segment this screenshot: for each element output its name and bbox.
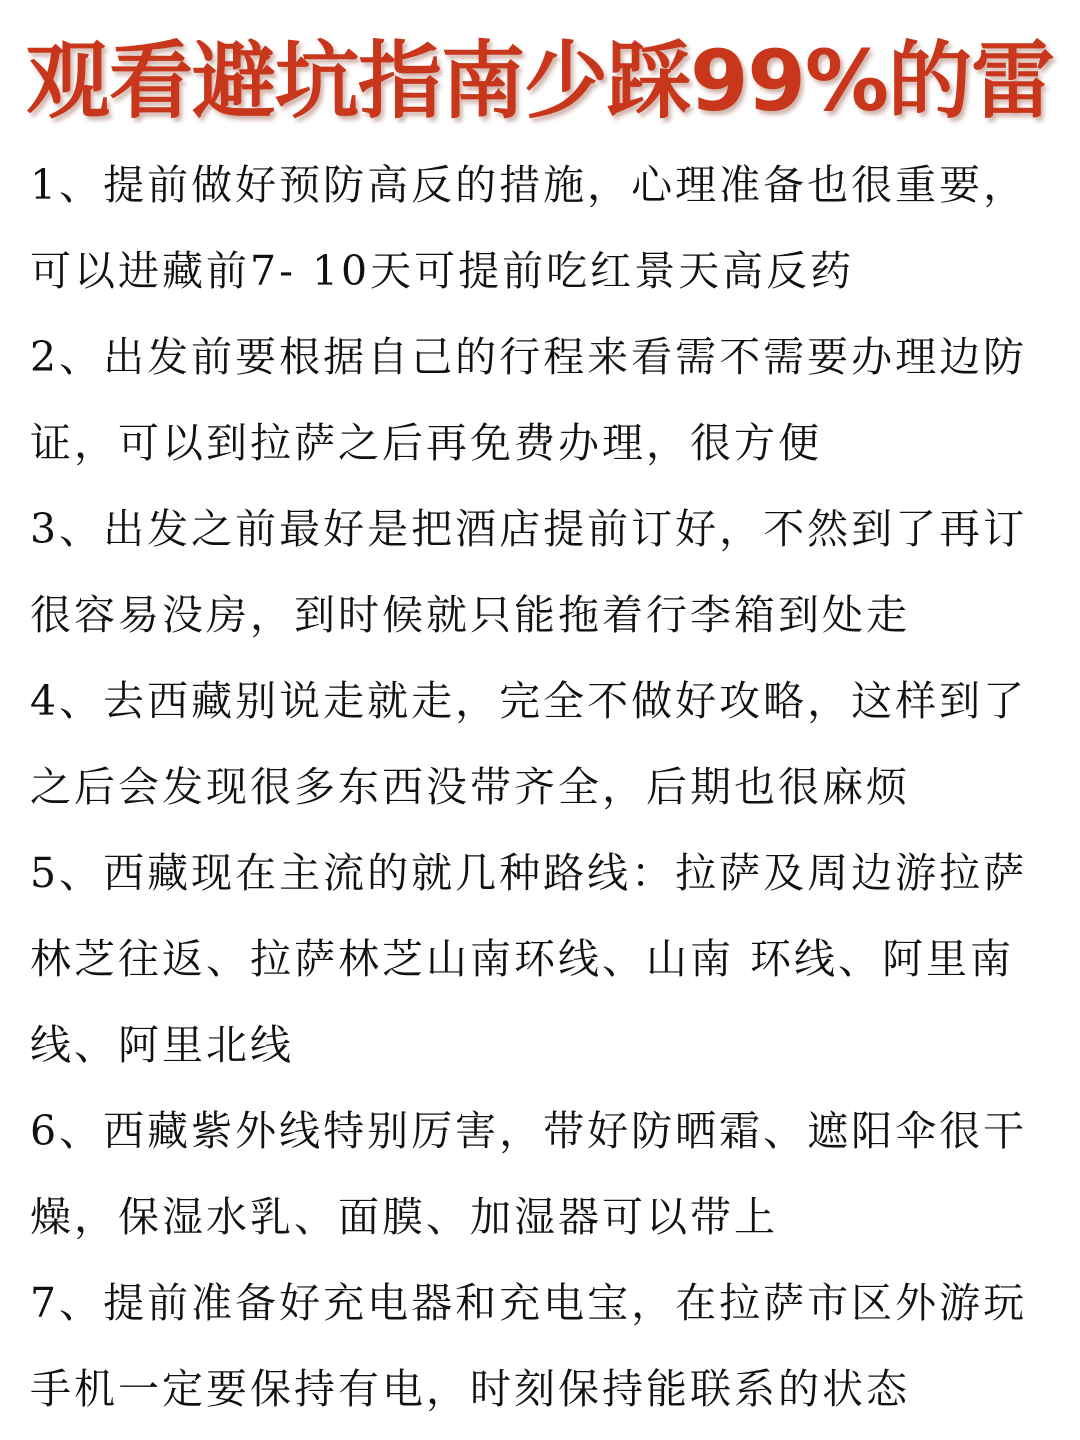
tip-item-7: 7、提前准备好充电器和充电宝，在拉萨市区外游玩手机一定要保持有电，时刻保持能联系的状态 [30, 1279, 1028, 1413]
tip-item-4: 4、去西藏别说走就走，完全不做好攻略，这样到了之后会发现很多东西没带齐全，后期也很麻烦 [30, 677, 1028, 811]
page-title: 观看避坑指南少踩99%的雷 [25, 32, 1055, 130]
tip-item-3: 3、出发之前最好是把酒店提前订好，不然到了再订很容易没房，到时候就只能拖着行李箱到处走 [30, 505, 1028, 639]
tip-item-1: 1、提前做好预防高反的措施，心理准备也很重要，可以进藏前7- 10天可提前吃红景天高反药 [30, 161, 1028, 295]
tip-item-2: 2、出发前要根据自己的行程来看需不需要办理边防证，可以到拉萨之后再免费办理，很方便 [30, 333, 1028, 467]
tip-item-5: 5、西藏现在主流的就几种路线：拉萨及周边游拉萨林芝往返、拉萨林芝山南环线、山南 环线、阿里南线、阿里北线 [30, 849, 1028, 1069]
tip-item-6: 6、西藏紫外线特别厉害，带好防晒霜、遮阳伞很干燥，保湿水乳、面膜、加湿器可以带上 [30, 1107, 1028, 1241]
tips-list [30, 142, 1060, 1432]
